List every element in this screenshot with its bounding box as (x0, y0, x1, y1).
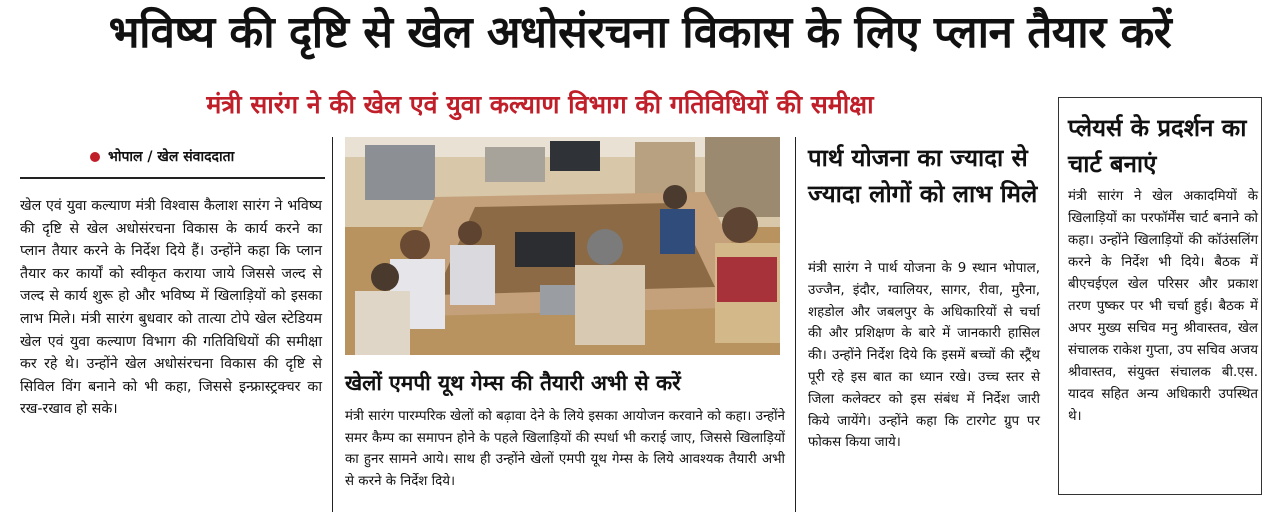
column-rule-2 (795, 137, 796, 512)
main-story-text: खेल एवं युवा कल्याण मंत्री विश्वास कैलाश सारंग ने भविष्य की दृष्टि से खेल अधोसंरचना विकास के कार्य करने का प्लान तैयार करने के निर्देश दिये हैं। उन्होंने कहा कि प्लान तैयार कर कार्यों को स्वीकृत कराया जाये जिससे जल्द से जल्द से कार्य शुरू हो और भविष्य में खिलाड़ियों को इसका लाभ मिले। मंत्री सारंग बुधवार को तात्या टोपे खेल स्टेडियम खेल एवं युवा कल्याण विभाग की गतिविधियों की समीक्षा कर रहे थे। उन्होंने खेल अधोसंरचना विकास की दृष्टि से सिविल विंग बनाने को भी कहा, जिससे इन्फ्रास्ट्रक्चर का रख-रखाव हो सके। (20, 198, 322, 418)
players-chart-heading: प्लेयर्स के प्रदर्शन का चार्ट बनाएं (1068, 114, 1247, 178)
parth-yojana-body: मंत्री सारंग ने पार्थ योजना के 9 स्थान भोपाल, उज्जैन, इंदौर, ग्वालियर, सागर, रीवा, मुरैना, शहडोल और जबलपुर के अधिकारियों से चर्चा की और प्रशिक्षण के बारे में जानकारी हासिल की। उन्होंने निर्देश दिये कि इसमें बच्चों की स्ट्रैंथ पूरी रहे इस बात का ध्यान रखे। उच्च स्तर से जिला कलेक्टर को इस संबंध में निर्देश जारी किये जायेंगे। उन्होंने कहा कि टारगेट ग्रुप पर फोकस किया जाये। (808, 261, 1040, 451)
byline-text: भोपाल / खेल संवाददाता (108, 149, 235, 165)
byline-rule (20, 177, 325, 179)
page-headline: भविष्य की दृष्टि से खेल अधोसंरचना विकास के लिए प्लान तैयार करें (108, 7, 1172, 58)
byline (90, 148, 234, 166)
bullet-dot-icon (90, 152, 100, 162)
youth-games-heading: खेलों एमपी यूथ गेम्स की तैयारी अभी से करें (345, 371, 681, 395)
meeting-photo-illustration (345, 137, 780, 355)
parth-yojana-heading: पार्थ योजना का ज्यादा से ज्यादा लोगों को लाभ मिले (808, 144, 1038, 208)
players-chart-body: मंत्री सारंग ने खेल अकादमियों के खिलाड़ियों का परफॉर्मेंस चार्ट बनाने को कहा। उन्होंने खिलाड़ियों की कॉउंसलिंग करने के निर्देश भी दिये। बैठक में बीएचईएल खेल परिसर और प्रकाश तरण पुष्कर पर भी चर्चा हुई। बैठक में अपर मुख्य सचिव मनु श्रीवास्तव, खेल संचालक राकेश गुप्ता, उप सचिव अजय श्रीवास्तव, संयुक्त संचालक बी.एस. यादव सहित अन्य अधिकारी उपस्थित थे। (1068, 189, 1258, 424)
sub-headline: मंत्री सारंग ने की खेल एवं युवा कल्याण विभाग की गतिविधियों की समीक्षा (206, 90, 874, 119)
meeting-photo (345, 137, 780, 355)
column-rule-1 (332, 137, 333, 512)
youth-games-body: मंत्री सारंग पारम्परिक खेलों को बढ़ावा देने के लिये इसका आयोजन करवाने को कहा। उन्होंने समर कैम्प का समापन होने के पहले खिलाड़ियों की स्पर्धा भी कराई जाए, जिससे खिलाड़ियों का हुनर सामने आये। साथ ही उन्होंने खेलों एमपी यूथ गेम्स के लिये आवश्यक तैयारी अभी से करने के निर्देश दिये। (345, 409, 785, 489)
